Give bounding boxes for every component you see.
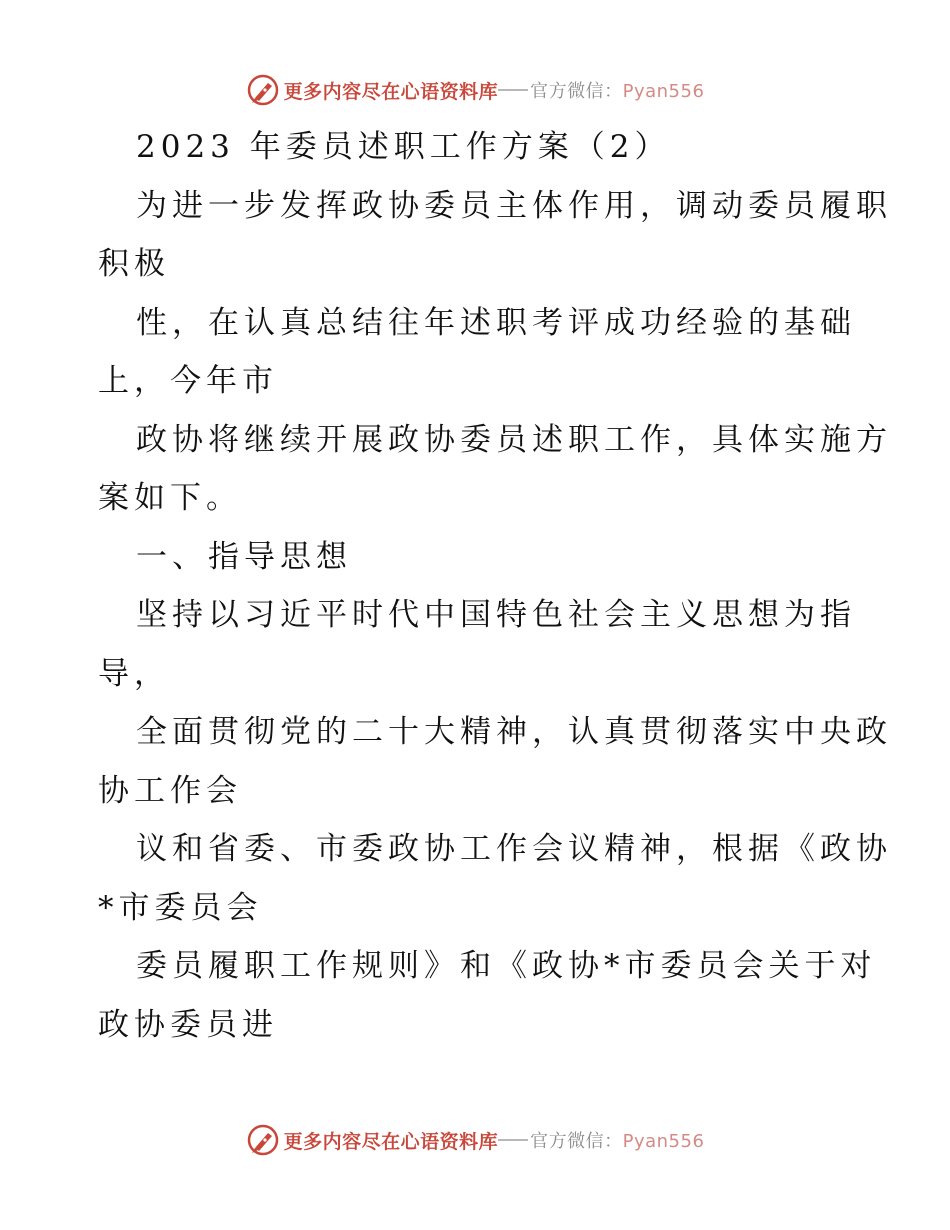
pen-nib-logo-icon [246, 1123, 280, 1157]
watermark-account [530, 77, 704, 103]
watermark-account [530, 1127, 704, 1153]
watermark-account-label: 官方微信： [530, 81, 623, 102]
document-line: 议和省委、市委政协工作会议精神，根据《政协 [136, 831, 892, 867]
document-line: 积极 [98, 246, 170, 282]
document-line: 一、指导思想 [136, 538, 352, 575]
watermark-account-id: Pyan556 [622, 1131, 705, 1152]
document-line: *市委员会 [98, 889, 263, 926]
document-line: 政协将继续开展政协委员述职工作，具体实施方 [136, 421, 892, 458]
document-line: 政协委员进 [98, 1006, 278, 1043]
document-line: 导， [98, 655, 170, 692]
document-line: 性，在认真总结往年述职考评成功经验的基础 [136, 304, 856, 341]
document-line: 为进一步发挥政协委员主体作用，调动委员履职 [136, 187, 892, 224]
footer-watermark [0, 1120, 950, 1160]
document-body [98, 118, 892, 1054]
document-line: 全面贯彻党的二十大精神，认真贯彻落实中央政 [136, 714, 892, 750]
watermark-account-id: Pyan556 [622, 81, 705, 102]
document-line: 2023 年委员述职工作方案（2） [136, 129, 671, 165]
document-line: 协工作会 [98, 772, 242, 809]
header-watermark [0, 70, 950, 110]
watermark-text: 更多内容尽在心语资料库 [283, 1130, 499, 1153]
document-line: 案如下。 [98, 480, 242, 516]
document-line: 坚持以习近平时代中国特色社会主义思想为指 [136, 597, 856, 633]
watermark-text: 更多内容尽在心语资料库 [283, 80, 499, 103]
document-line: 委员履职工作规则》和《政协*市委员会关于对 [136, 948, 877, 984]
pen-nib-logo-icon [246, 73, 280, 107]
watermark-dash [498, 89, 528, 91]
watermark-dash [498, 1139, 528, 1141]
document-line: 上，今年市 [98, 363, 278, 399]
watermark-account-label: 官方微信： [530, 1131, 623, 1152]
